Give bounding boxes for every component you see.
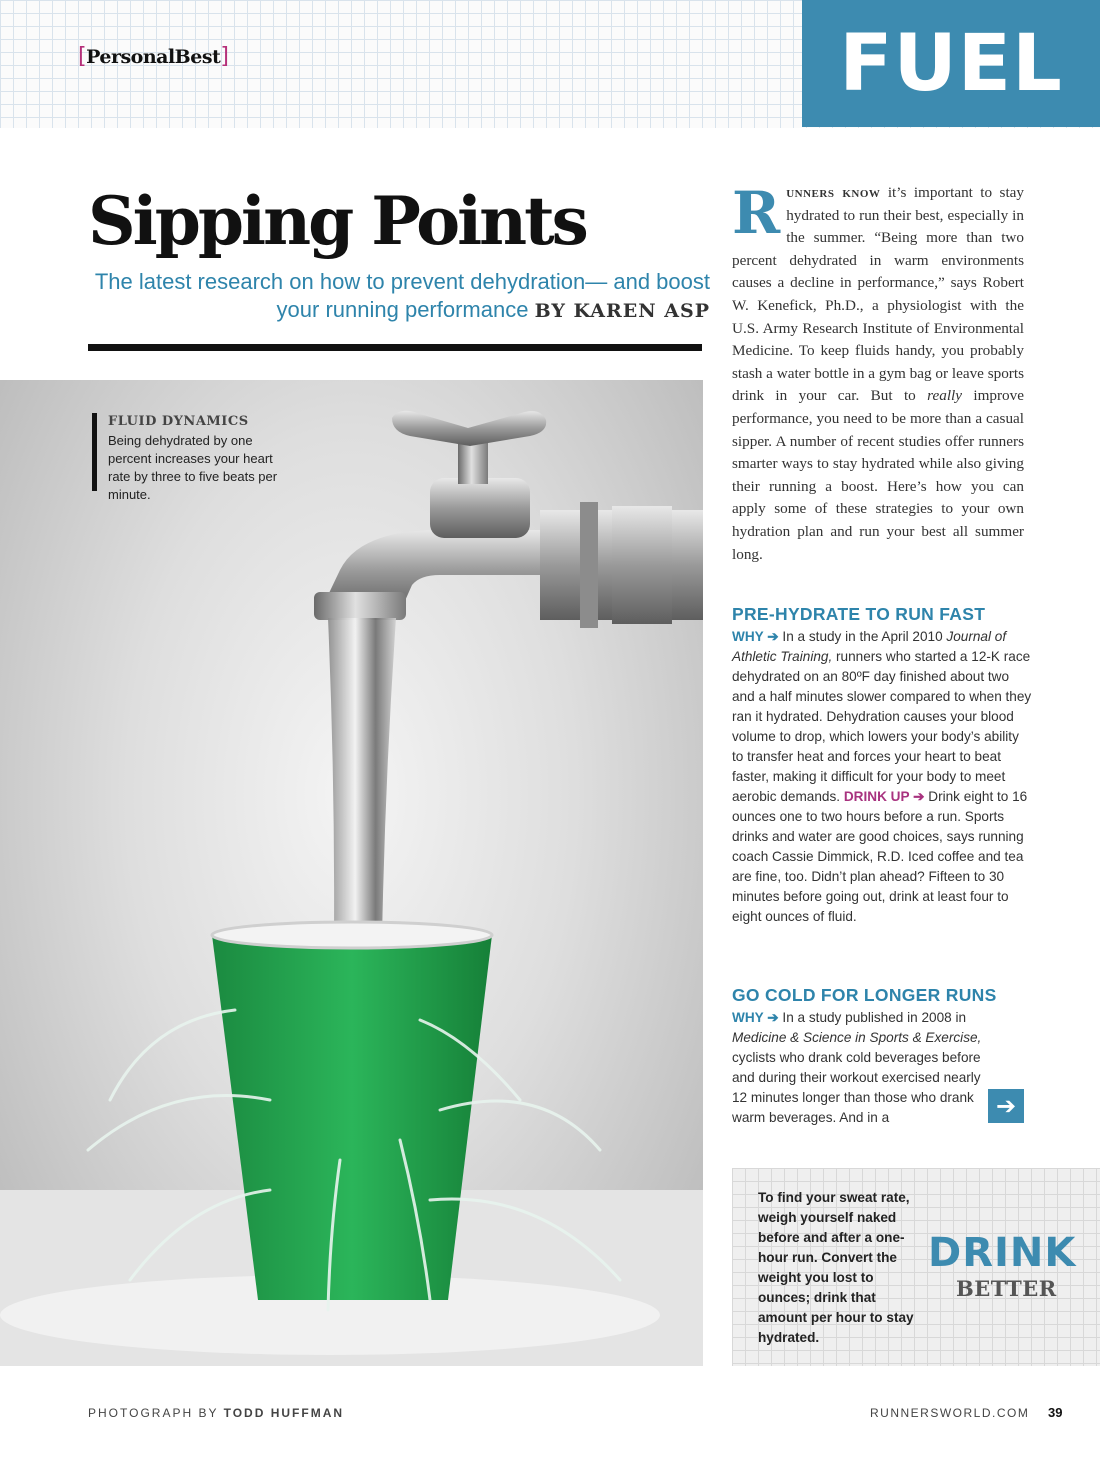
photographer-name: TODD HUFFMAN bbox=[223, 1406, 345, 1420]
tip-heading-drink: DRINK bbox=[928, 1230, 1077, 1276]
intro-emphasis: really bbox=[927, 387, 963, 405]
section1-journal: Journal of Athletic Training, bbox=[732, 629, 1007, 664]
section2-why-label: WHY ➔ bbox=[732, 1010, 779, 1025]
intro-text-1: it’s important to stay hydrated to run their best, especially in the summer. “Being more than two percent dehydrated in warm environments causes a decline in performance,” says Robert W. Kenefick, Ph.D., a physiologist with the U.S. Army Research Institute of Environmental Medicine. To keep fluids handy, you probably stash a water bottle in a gym bag or leave sports drink in your car. But to bbox=[732, 184, 1024, 405]
section1-drink-label: DRINK UP ➔ bbox=[843, 789, 925, 804]
section1-body: WHY ➔ In a study in the April 2010 Journal of Athletic Training, runners who started a 12-K race dehydrated on an 80ºF day finished about two and a half minutes slower compared to when they ran it hydrated. Dehydration causes your blood volume to drop, which lowers your body’s ability to transfer heat and forces your heart to beat faster, making it difficult for your body to meet aerobic demands. DRINK UP ➔ Drink eight to 16 ounces one to two hours before a run. Sports drinks and water are good choices, says running coach Cassie Dimmick, R.D. Iced coffee and tea are fine, too. Didn’t plan ahead? Fifteen to 30 minutes before going out, drink at least four to eight ounces of fluid. bbox=[732, 629, 1032, 924]
section2-heading: GO COLD FOR LONGER RUNS bbox=[732, 985, 997, 1005]
tip-text: To find your sweat rate, weigh yourself naked before and after a one-hour run. Convert the weight you lost to ounces; drink that amount per hour to stay hydrated. bbox=[758, 1190, 914, 1345]
byline: BY KAREN ASP bbox=[534, 300, 710, 322]
article-title: Sipping Points bbox=[88, 182, 586, 260]
continue-arrow-icon: ➔ bbox=[988, 1089, 1024, 1123]
intro-paragraph bbox=[732, 179, 1024, 566]
department-badge: FUEL bbox=[802, 0, 1100, 127]
caption-title: FLUID DYNAMICS bbox=[108, 414, 249, 429]
faucet-handle bbox=[392, 411, 546, 446]
cup-rim bbox=[212, 922, 492, 948]
green-cup bbox=[212, 935, 492, 1300]
section1-heading: PRE-HYDRATE TO RUN FAST bbox=[732, 604, 986, 624]
caption-bar bbox=[92, 413, 97, 491]
section-label-text: PersonalBest bbox=[86, 46, 221, 68]
drop-cap: R bbox=[732, 179, 781, 247]
pipe-fitting bbox=[580, 502, 598, 628]
intro-lead: unners know bbox=[786, 184, 881, 201]
photo-credit: PHOTOGRAPH BY TODD HUFFMAN bbox=[88, 1406, 345, 1420]
intro-text-2: improve performance, you need to be more than a casual sipper. A number of recent studies offer runners smarter ways to stay hydrated while also giving their running a boost. Here’s how you can apply some of these strategies to your own hydration plan and run your best all summer long. bbox=[732, 387, 1024, 563]
headline-rule bbox=[88, 344, 702, 351]
section-label: [PersonalBest] bbox=[78, 44, 229, 69]
section2-journal: Medicine & Science in Sports & Exercise, bbox=[732, 1030, 982, 1045]
caption-text: Being dehydrated by one percent increases your heart rate by three to five beats per minute. bbox=[108, 433, 278, 502]
dek-text: The latest research on how to prevent dehydration— and boost your running performance bbox=[94, 269, 710, 322]
website-url: RUNNERSWORLD.COM bbox=[870, 1406, 1030, 1420]
article-dek bbox=[80, 268, 710, 325]
tip-heading-better: BETTER bbox=[956, 1276, 1057, 1301]
pipe-nut bbox=[612, 506, 672, 624]
section2-body: WHY ➔ In a study published in 2008 in Medicine & Science in Sports & Exercise, cyclists who drank cold beverages before and during their workout exercised nearly 12 minutes longer than those who drank warm beverages. And in a bbox=[732, 1010, 982, 1125]
spout-threads bbox=[314, 592, 406, 620]
faucet-body bbox=[430, 478, 530, 538]
water-stream bbox=[328, 618, 396, 940]
faucet-cup-illustration bbox=[0, 380, 703, 1366]
section1-why-label: WHY ➔ bbox=[732, 629, 779, 644]
page-number: 39 bbox=[1048, 1405, 1063, 1420]
drink-better-tip-box bbox=[732, 1168, 1100, 1366]
faucet-cup-photo bbox=[0, 380, 703, 1366]
